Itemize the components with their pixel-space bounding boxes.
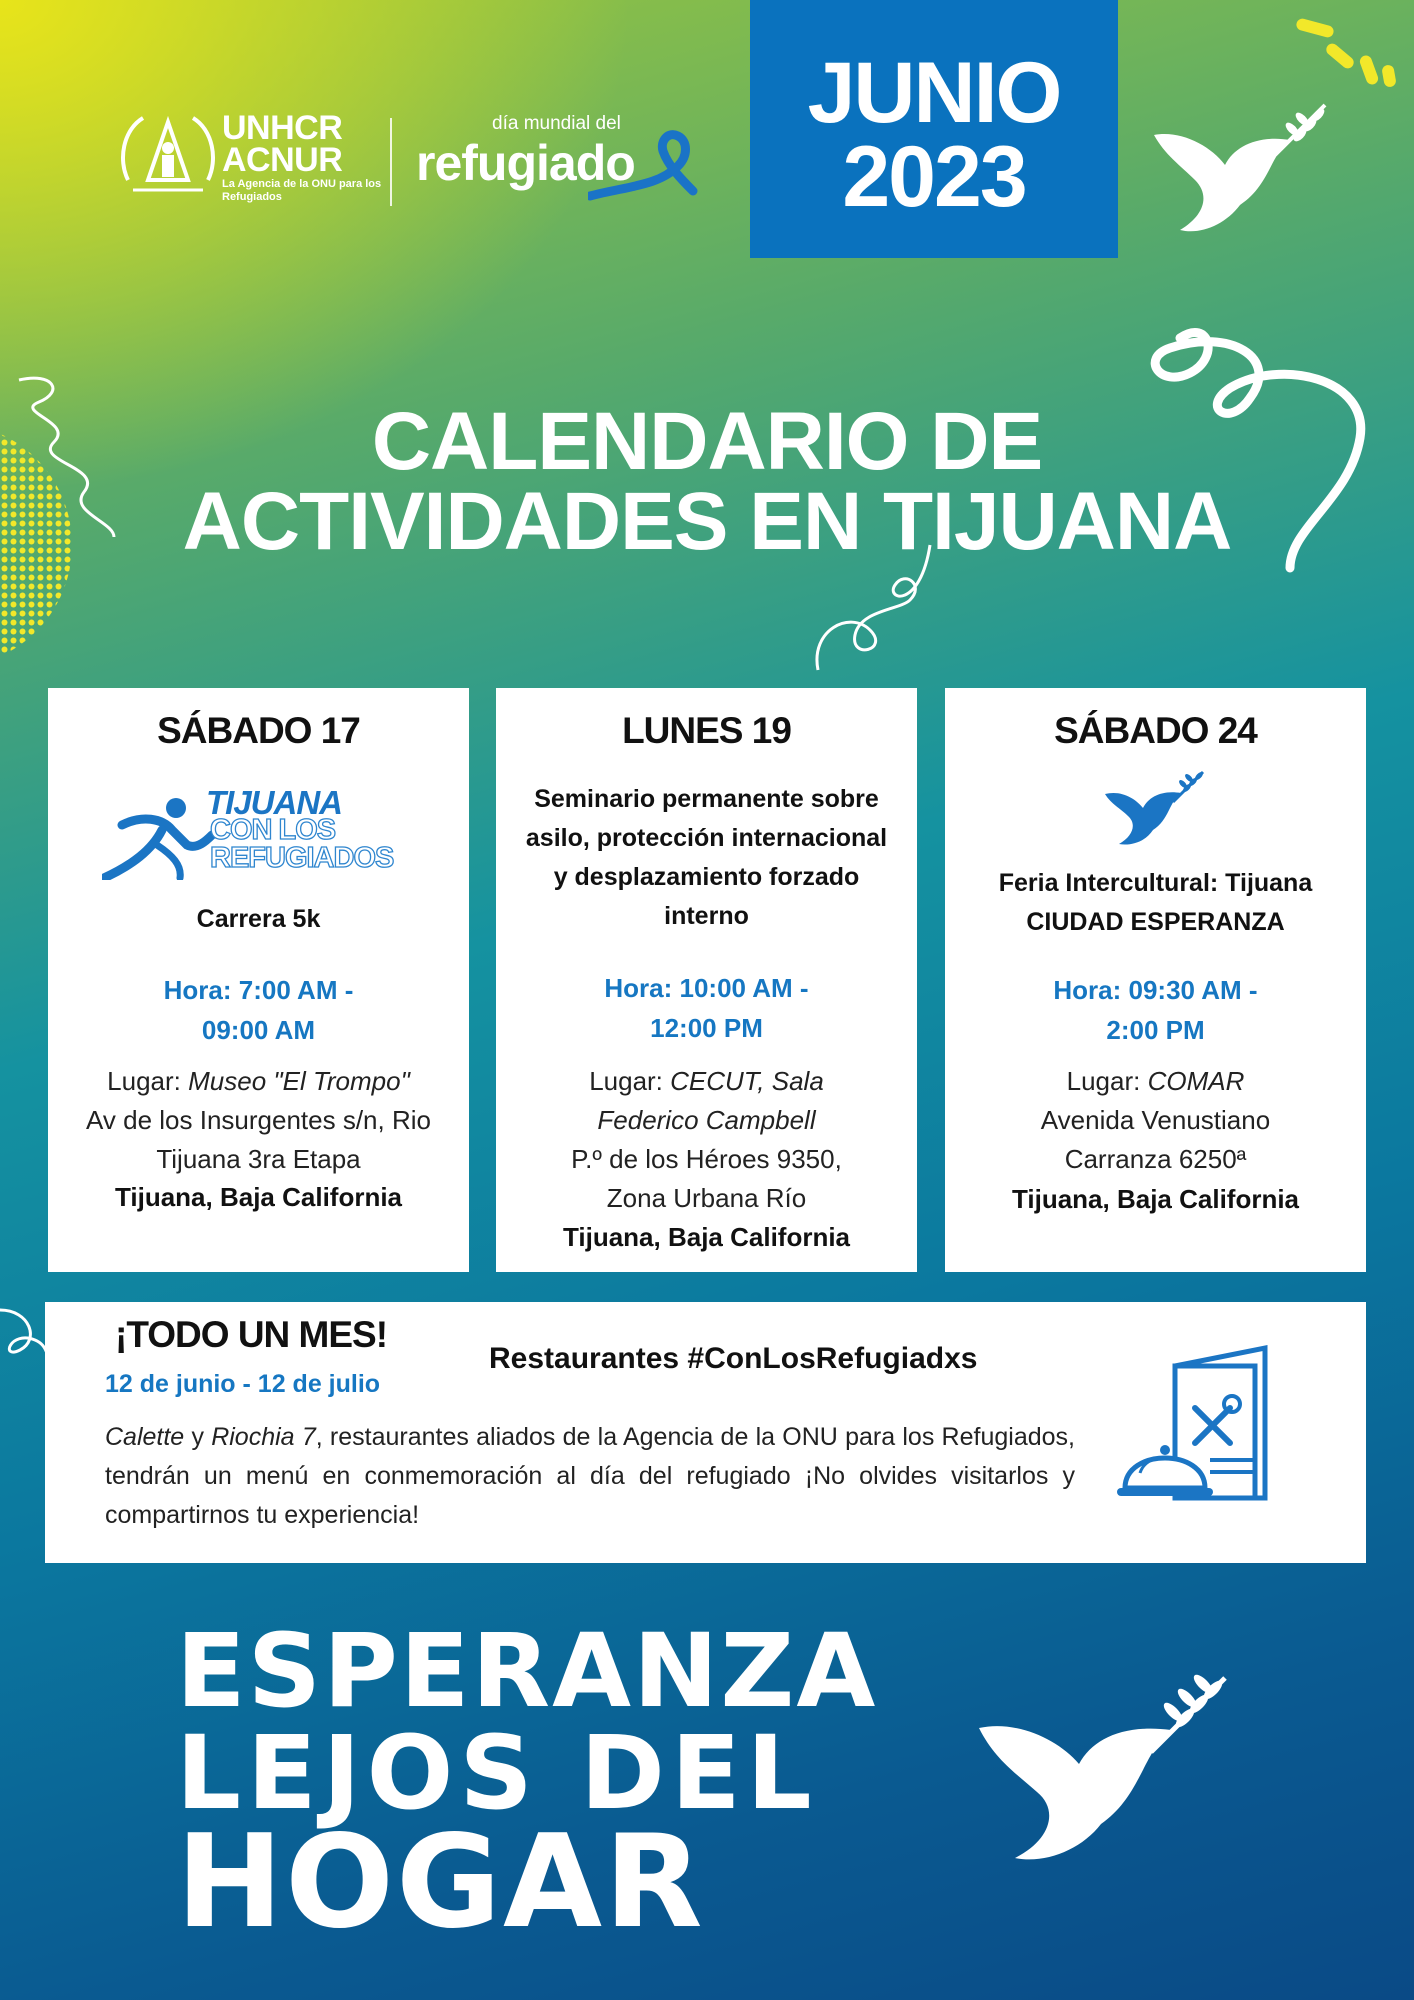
event-time: Hora: 10:00 AM - 12:00 PM — [604, 973, 809, 1043]
event-location: Lugar: CECUT, Sala Federico Campbell P.º de los Héroes 9350, Zona Urbana Río — [571, 1066, 842, 1213]
event-day: SÁBADO 17 — [157, 710, 360, 751]
event-title: Seminario permanente sobre asilo, protección internacional y desplazamiento forzado interno — [525, 785, 888, 930]
month-promo-box — [45, 1302, 1366, 1563]
month-label: JUNIO — [807, 45, 1061, 141]
year-label: 2023 — [842, 129, 1026, 225]
slogan-line1: ESPERANZA — [176, 1612, 878, 1731]
event-day: LUNES 19 — [622, 710, 791, 751]
event-card-sabado-17 — [48, 688, 469, 1272]
dove-icon — [975, 1668, 1250, 1868]
slogan-line3: HOGAR — [176, 1808, 705, 1957]
dove-icon — [1150, 95, 1340, 235]
dove-icon — [1103, 766, 1211, 848]
page-title: CALENDARIO DE ACTIVIDADES EN TIJUANA — [182, 396, 1232, 567]
month-promo-title: Restaurantes #ConLosRefugiadxs — [489, 1342, 978, 1375]
event-title: Feria Intercultural: Tijuana CIUDAD ESPERANZA — [998, 869, 1313, 936]
sun-rays-decoration — [1282, 12, 1402, 92]
ribbon-icon — [588, 126, 698, 206]
slogan-line2: LEJOS DEL — [176, 1714, 818, 1833]
header-divider — [390, 118, 392, 206]
tcl-logo-line2: CON LOS REFUGIADOS — [210, 814, 394, 874]
event-day: SÁBADO 24 — [1054, 710, 1257, 751]
unhcr-wordmark: UNHCR ACNUR — [222, 109, 343, 179]
month-promo-heading: ¡TODO UN MES! — [115, 1314, 388, 1355]
event-card-sabado-24 — [945, 688, 1366, 1272]
event-card-lunes-19 — [496, 688, 917, 1272]
event-city: Tijuana, Baja California — [562, 1222, 851, 1252]
month-year-box — [750, 0, 1118, 258]
menu-cloche-icon — [1115, 1338, 1295, 1518]
month-promo-dates: 12 de junio - 12 de julio — [105, 1370, 381, 1398]
dmr-wordmark: refugiado — [416, 135, 635, 191]
event-location: Lugar: COMAR Avenida Venustiano Carranza 6250ª — [1040, 1066, 1271, 1174]
event-city: Tijuana, Baja California — [114, 1182, 403, 1212]
unhcr-subtitle: La Agencia de la ONU para los Refugiados — [222, 178, 382, 203]
month-promo-text: Calette y Riochia 7, restaurantes aliados de la Agencia de la ONU para los Refugiados, tendrán un menú en conmemoración al día del refugiado ¡No olvides visitarlos y compartirnos tu experiencia! — [105, 1423, 1075, 1529]
event-location: Lugar: Museo "El Trompo" Av de los Insurgentes s/n, Rio Tijuana 3ra Etapa — [86, 1066, 431, 1174]
event-city: Tijuana, Baja California — [1011, 1184, 1300, 1214]
event-time: Hora: 09:30 AM - 2:00 PM — [1053, 975, 1258, 1045]
event-title: Carrera 5k — [196, 905, 321, 933]
unhcr-emblem-icon — [118, 110, 218, 200]
tcl-logo-line1: TIJUANA — [206, 784, 343, 821]
event-time: Hora: 7:00 AM - 09:00 AM — [163, 975, 354, 1045]
dmr-subtitle: día mundial del — [492, 113, 621, 134]
runner-icon — [102, 790, 222, 880]
